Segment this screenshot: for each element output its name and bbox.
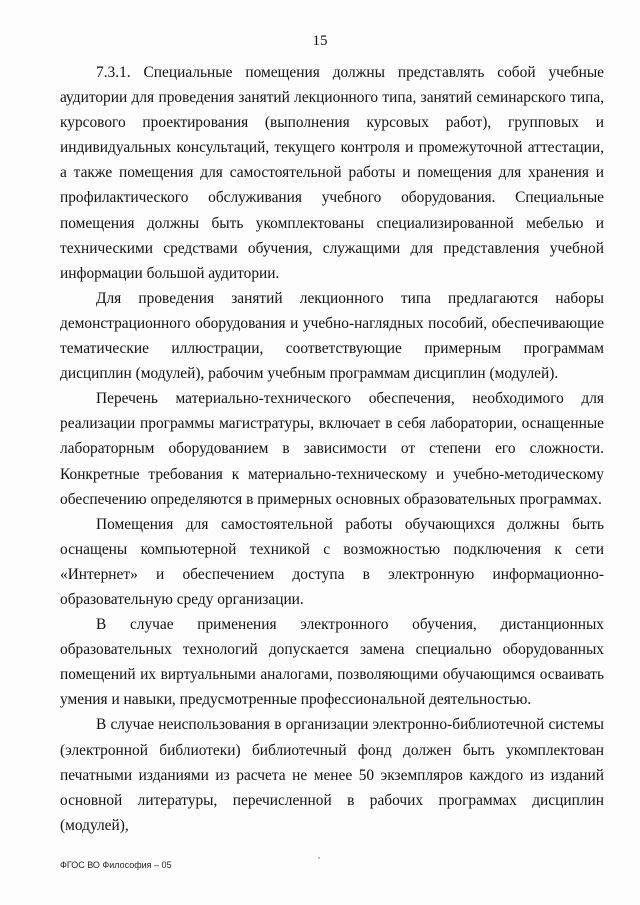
paragraph-self-study-rooms: Помещения для самостоятельной работы обучающихся должны быть оснащены компьютерной техникой с возможностью подключения к сети «Интернет» и обеспечением доступа в электронную информационно-образовательную среду организации. (60, 515, 604, 608)
paragraph-lecture-equipment: Для проведения занятий лекционного типа предлагаются наборы демонстрационного оборудования и учебно-наглядных пособий, обеспечивающие тематические иллюстрации, соответствующие примерным программам дисциплин (модулей), рабочим учебным программам дисциплин (модулей). (60, 289, 604, 383)
page-footer: ФГОС ВО Философия – 05 (60, 860, 172, 870)
paragraph-7-3-1: 7.3.1. Специальные помещения должны представлять собой учебные аудитории для проведения занятий лекционного типа, занятий семинарского типа, курсового проектирования (выполнения курсовых работ), групповых и индивидуальных консультаций, текущего контроля и промежуточной аттестации, а также помещения для самостоятельной работы и помещения для хранения и профилактического обслуживания учебного оборудования. Специальные помещения должны быть укомплектованы специализированной мебелью и техническими средствами обучения, служащими для представления учебной информации большой аудитории. (60, 64, 604, 282)
body-text (60, 60, 604, 838)
scan-dot (318, 857, 320, 859)
paragraph-library-fund: В случае неиспользования в организации электронно-библиотечной системы (электронной библиотеки) библиотечный фонд должен быть укомплектован печатными изданиями из расчета не менее 50 экземпляров каждого из изданий основной литературы, перечисленной в рабочих программах дисциплин (модулей), (60, 716, 604, 834)
paragraph-technical-support: Перечень материально-технического обеспечения, необходимого для реализации программы магистратуры, включает в себя лаборатории, оснащенные лабораторным оборудованием в зависимости от степени его сложности. Конкретные требования к материально-техническому и учебно-методическому обеспечению определяются в примерных основных образовательных программах. (60, 390, 604, 508)
paragraph-e-learning: В случае применения электронного обучения, дистанционных образовательных технологий допускается замена специально оборудованных помещений их виртуальными аналогами, позволяющими обучающимся осваивать умения и навыки, предусмотренные профессиональной деятельностью. (60, 616, 604, 709)
page-number: 15 (312, 33, 328, 49)
